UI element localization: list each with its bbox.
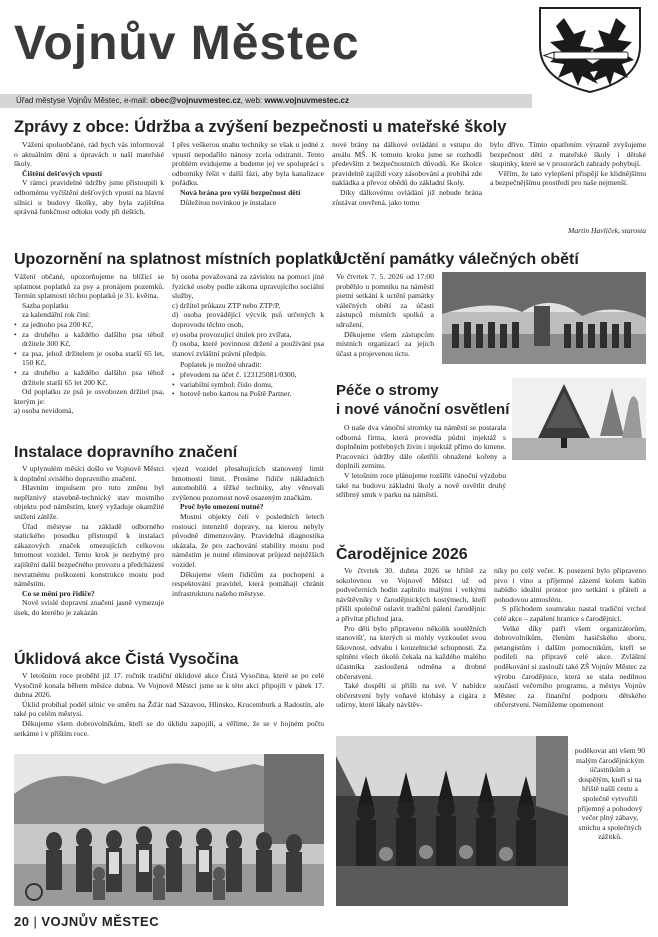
contact-mid: , web: <box>240 96 265 105</box>
list-item: f) osoba, které povinnost držení a používání psa stanoví zvláštní právní předpis. <box>172 339 324 358</box>
paragraph: Poplatek je možné uhradit: <box>180 360 262 370</box>
footer-separator: | <box>33 914 38 929</box>
paragraph: Děkujeme všem zástupcům místních organizací za jejich účast a projevenou úctu. <box>336 329 434 358</box>
page-number: 20 <box>14 914 30 929</box>
subheading: Proč bylo omezení nutné? <box>180 502 264 512</box>
contact-bar <box>0 94 532 108</box>
paragraph: O naše dva vánoční stromky na náměstí se postarala odborná firma, která provedla půdní injektáž s doplněním potřebných živin i injektáž přímo do kmene. Pracovníci údržby dále ošetřili obnažené kořeny a doplnili zeminu. <box>336 423 506 471</box>
paragraph: níky po celý večer. K posezení bylo připraveno pivo i víno a příjemné zázemí kolem kabin nabídlo ideální prostor pro setkání s přáteli a pohodovou atmosféru. <box>494 566 646 604</box>
paragraph: Sazba poplatku <box>22 300 69 310</box>
article-title-school: Zprávy z obce: Údržba a zvýšení bezpečnosti u mateřské školy <box>14 118 507 136</box>
paragraph: Důležitou novinkou je instalace <box>180 197 277 207</box>
paragraph: V letošním roce proběhl již 17. ročník tradiční úklidové akce Čistá Vysočina, které se po celé Vysočině konala během měsíce dubna. Ve Vojnově Městci jsme se k této akci připojili v pátek 17. dubna 2026. <box>14 671 324 700</box>
paragraph: Děkujeme všem řidičům za pochopení a respektování pravidel, která pomáhají chránit infrastrukturu našeho městyse. <box>172 569 324 598</box>
article-traffic-col1 <box>14 464 164 646</box>
paragraph: Hlavním impulsem pro tuto změnu byl nepříznivý stavebně-technický stav mostního objektu pod náměstím, který vyžaduje okamžité snížení zátěže. <box>14 483 164 521</box>
paragraph: V uplynulém měsíci došlo ve Vojnově Městci k doplnění svislého dopravního značení. <box>14 464 164 483</box>
paragraph: poděkovat ani všem 90 malým čarodějnickým účastníkům a dospělým, kteří si na hřiště našli cestu a společně vytvořili příjemný a pohodový večer plný zábavy, smíchu a společných zážitků. <box>574 746 646 842</box>
subheading: Co se mění pro řidiče? <box>22 588 95 598</box>
paragraph: V rámci pravidelné údržby jsme přistoupili k odbornému vyčištění dešťových vpustí na hlavní silnici u budovy školky, aby byla zajištěna správná funkčnost odtoku vody při deštích. <box>14 178 164 217</box>
cleanup-group-photo <box>14 754 324 906</box>
paragraph: Děkujeme všem dobrovolníkům, kteří se do úklidu zapojili, a věříme, že se v hojném počtu setkáme i v příštím roce. <box>14 718 324 738</box>
article-traffic-col2 <box>172 464 324 646</box>
article-memorial-body <box>336 272 434 362</box>
article-school-col3 <box>332 140 482 236</box>
subheading: Čištění dešťových vpustí <box>22 168 102 178</box>
coat-of-arms-icon <box>534 6 646 94</box>
article-fees-col1 <box>14 272 164 440</box>
article-title-memorial: Uctění památky válečných obětí <box>336 251 579 268</box>
paragraph: Nové svislé dopravní značení jasně vymezuje úsek, do kterého je zakázán <box>14 598 164 617</box>
fee-list <box>14 320 164 387</box>
paragraph: Ve čtvrtek 7. 5. 2026 od 17:00 proběhlo u pomníku na náměstí pietní setkání k uctění památky válečných obětí za účasti zástupců místních spolků a sdružení. <box>336 272 434 329</box>
article-title-cleanup: Úklidová akce Čistá Vysočina <box>14 651 239 668</box>
article-title-trees-2: i nové vánoční osvětlení <box>336 401 510 418</box>
list-item: e) osoba provozující útulek pro zvířata, <box>172 329 292 339</box>
article-title-trees-1: Péče o stromy <box>336 382 439 399</box>
paragraph: Od poplatku ze psů je osvobozen držitel psa, kterým je: <box>14 387 164 406</box>
paragraph: Úklid probíhal podél silnic ve směru na Žďár nad Sázavou, Hlinsko, Krucemburk a Radostín, ale také po celém městysi. <box>14 699 324 719</box>
list-item: • převodem na účet č. 123125081/0300, <box>172 370 324 380</box>
article-school-col1 <box>14 140 164 236</box>
article-title-traffic: Instalace dopravního značení <box>14 444 238 461</box>
paragraph: Vážení občané, upozorňujeme na blížící se splatnost poplatků za psy a pronájem pozemků. Termín splatnosti těchto poplatků je 31. května. <box>14 272 164 301</box>
masthead-title: Vojnův Městec <box>14 17 360 70</box>
paragraph: Věřím, že tato vylepšení přispějí ke klidnějšímu a bezpečnějšímu prostředí pro naše nejmenší. <box>490 168 646 188</box>
article-title-fees: Upozornění na splatnost místních poplatků <box>14 251 343 268</box>
email-link[interactable]: obec@vojnuvmestec.cz <box>150 96 241 105</box>
list-item: • za jednoho psa 200 Kč, <box>14 320 164 330</box>
article-school-col4 <box>490 140 646 230</box>
list-item: b) osoba považovaná za závislou na pomoci jiné fyzické osoby podle zákona upravujícího sociální služby, <box>172 272 324 301</box>
article-witches-col2-end <box>574 746 646 904</box>
signature: Martin Havlíček, starosta <box>568 226 646 235</box>
witches-group-photo <box>336 736 568 906</box>
contact-prefix: Úřad městyse Vojnův Městec, e-mail: <box>16 96 151 105</box>
paragraph: bylo dříve. Tímto opatřením výrazně zvyšujeme bezpečnost dětí z mateřské školy i dětské skupinky, které se v prostorách zahrady pohybují. <box>490 140 646 169</box>
list-item: d) osoba provádějící výcvik psů určených k doprovodu těchto osob, <box>172 310 324 329</box>
paragraph: Vážení spoluobčané, rád bych vás informoval o aktuálním dění a úpravách u naší mateřské školy. <box>14 140 164 169</box>
paragraph: Pro děti bylo připraveno několik soutěžních stanovišť, na kterých si mohly vyzkoušet svou šikovnost, odvahu i kouzelnické schopnosti. Za splnění všech úkolů čekala na každého malého účastníka zasloužená odměna a drobné občerstvení. <box>336 623 486 681</box>
paragraph: Díky dálkovému ovládání již nebude brána zůstávat otevřená, jako tomu <box>332 187 482 207</box>
article-witches-col2 <box>494 566 646 746</box>
list-item: • variabilní symbol: číslo domu, <box>172 380 324 390</box>
list-item: • za psa, jehož držitelem je osoba starší 65 let, 150 Kč, <box>14 349 164 368</box>
article-school-col2 <box>172 140 324 236</box>
memorial-photo <box>442 272 646 364</box>
paragraph: Ve čtvrtek 30. dubna 2026 se hřiště za sokolovnou ve Vojnově Městci už od podvečerních hodin zaplnilo malými i velkými návštěvníky v čarodějnických kostýmech, kteří přišli společně oslavit tradiční pálení čarodějnic a přivítat příchod jara. <box>336 566 486 623</box>
article-fees-col2 <box>172 272 324 440</box>
paragraph: za kalendářní rok činí: <box>22 310 91 320</box>
footer-publication-name: VOJNŮV MĚSTEC <box>41 914 160 929</box>
list-item: • hotově nebo kartou na Poště Partner. <box>172 389 324 399</box>
paragraph: Mostní objekty čelí v posledních letech rostoucí intenzitě dopravy, na kterou nebyly původně dimenzovány. Pravidelná diagnostika ukázala, že pro zachování stability mostu pod náměstím je nutné eliminovat průjezd nejtěžších vozidel. <box>172 511 324 569</box>
list-item: c) držitel průkazu ZTP nebo ZTP/P, <box>172 300 281 310</box>
list-item: • za druhého a každého dalšího psa téhož držitele 300 Kč, <box>14 330 164 349</box>
paragraph: I přes veškerou snahu techniky se však u jedné z vpustí nepodařilo nánosy zcela odstranit. Tento problém evidujeme a budeme jej ve spolupráci s odborníky řešit v další fázi, aby byla kanalizace pořádku. <box>172 140 324 188</box>
paragraph: Úřad městyse na základě odborného statického posudku přistoupil k instalaci zákazových značek omezujících celkovou hmotnost vozidel. Tento krok je nezbytný pro zajištění další bezpečného provozu a předcházení nevratnému poškození konstrukce mostu pod náměstím. <box>14 521 164 589</box>
paragraph: S příchodem soumraku nastal tradiční vrchol celé akce – zapálení hranice s čarodějnicí. <box>494 604 646 623</box>
paragraph: a) osoba nevidomá, <box>14 406 74 416</box>
subheading: Nová brána pro vyšší bezpečnost dětí <box>180 187 301 197</box>
paragraph: Velké díky patří všem organizátorům, dobrovolníkům, členům hasičského sboru, petangistům i dalším pomocníkům, kteří se podíleli na přípravě celé akce. Zvláštní poděkování si zaslouží také ZŠ Vojnův Městec za výrobu čarodějnice, která se stala nedílnou součástí večerního programu, a městys Vojnův Městec za finanční podporu dětského občerstvení. Nemůžeme opomenout <box>494 623 646 710</box>
paragraph: V letošním roce plánujeme rozšířit vánoční výzdobu také na budovu základní školy a nově osvětlit druhý stříbrný smrk v parku na náměstí. <box>336 470 506 500</box>
paragraph: Také dospělí si přišli na své. V nabídce občerstvení byly voňavé klobásy a cigára z udírny, které lákaly návštěv- <box>336 681 486 710</box>
page-footer <box>14 914 159 929</box>
list-item: • za druhého a každého dalšího psa téhož držitele starší 65 let 200 Kč. <box>14 368 164 387</box>
paragraph: vjezd vozidel přesahujících stanovený limit hmotnosti limit. Prosíme řidiče nákladních automobilů a těžké techniky, aby věnovali zvýšenou pozornost nově osazeným značkám. <box>172 464 324 502</box>
web-link[interactable]: www.vojnuvmestec.cz <box>264 96 349 105</box>
paragraph: nové brány na dálkové ovládání u vstupu do areálu MŠ. K tomuto kroku jsme se rozhodli především z bezpečnostních důvodů. Ke školce pravidelně zajíždí vozy zásobování a probíhá zde nakládka a převoz obědů do základní školy. <box>332 140 482 188</box>
article-title-witches: Čarodějnice 2026 <box>336 546 468 563</box>
payment-list <box>172 370 324 399</box>
article-trees-body <box>336 423 646 527</box>
article-witches-col1 <box>336 566 486 734</box>
article-cleanup-body <box>14 671 324 751</box>
